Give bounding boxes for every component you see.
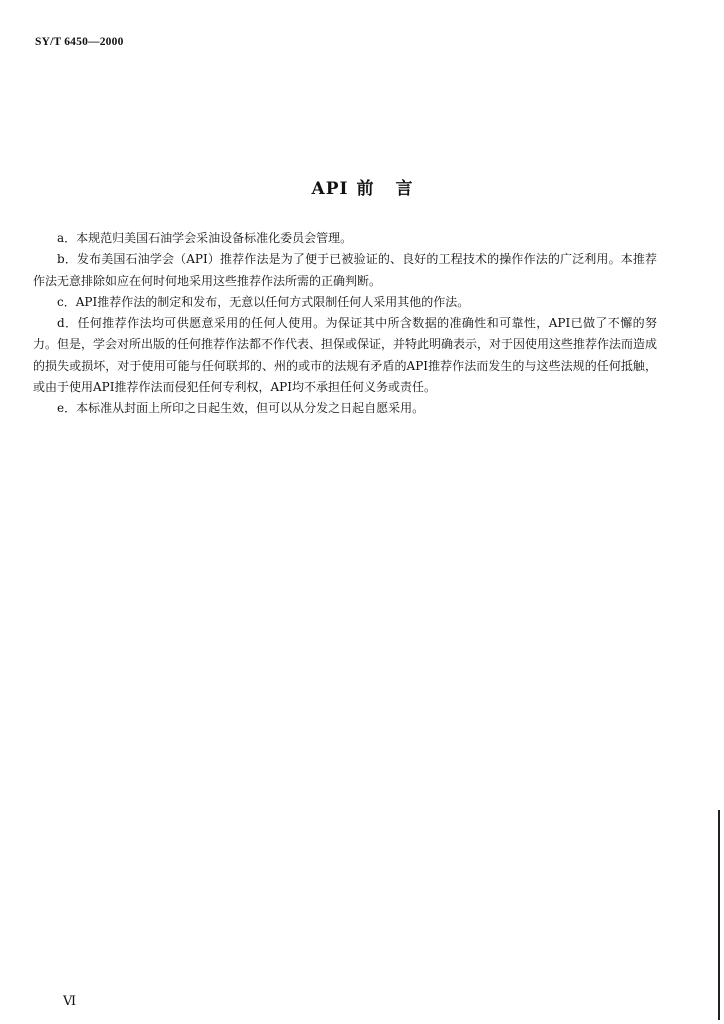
- paragraph-a: a．本规范归美国石油学会采油设备标准化委员会管理。: [57, 231, 353, 245]
- paragraph-b: b．发布美国石油学会（API）推荐作法是为了便于已被验证的、良好的工程技术的操作作法的广泛利用。本推荐作法无意排除如应在何时何地采用这些推荐作法所需的正确判断。: [33, 252, 657, 288]
- title-api: API: [311, 179, 349, 199]
- page-title: [0, 174, 724, 199]
- title-char-1: 前: [356, 179, 374, 199]
- page-number: Ⅵ: [63, 993, 77, 1008]
- title-char-2: 言: [395, 179, 413, 199]
- standard-code: SY/T 6450—2000: [35, 36, 124, 48]
- paragraph-d: d．任何推荐作法均可供愿意采用的任何人使用。为保证其中所含数据的准确性和可靠性，API已做了不懈的努力。但是，学会对所出版的任何推荐作法都不作代表、担保或保证，并特此明确表示，对于因使用这些推荐作法而造成的损失或损坏，对于使用可能与任何联邦的、州的或市的法规有矛盾的API推荐作法而发生的与这些法规的任何抵触，或由于使用API推荐作法而侵犯任何专利权，API均不承担任何义务或责任。: [33, 316, 658, 395]
- paragraph-e: e．本标准从封面上所印之日起生效，但可以从分发之日起自愿采用。: [57, 401, 425, 416]
- foreword-body: [33, 228, 657, 420]
- scan-edge-line: [718, 810, 720, 1020]
- paragraph-c: c．API推荐作法的制定和发布，无意以任何方式限制任何人采用其他的作法。: [57, 294, 470, 309]
